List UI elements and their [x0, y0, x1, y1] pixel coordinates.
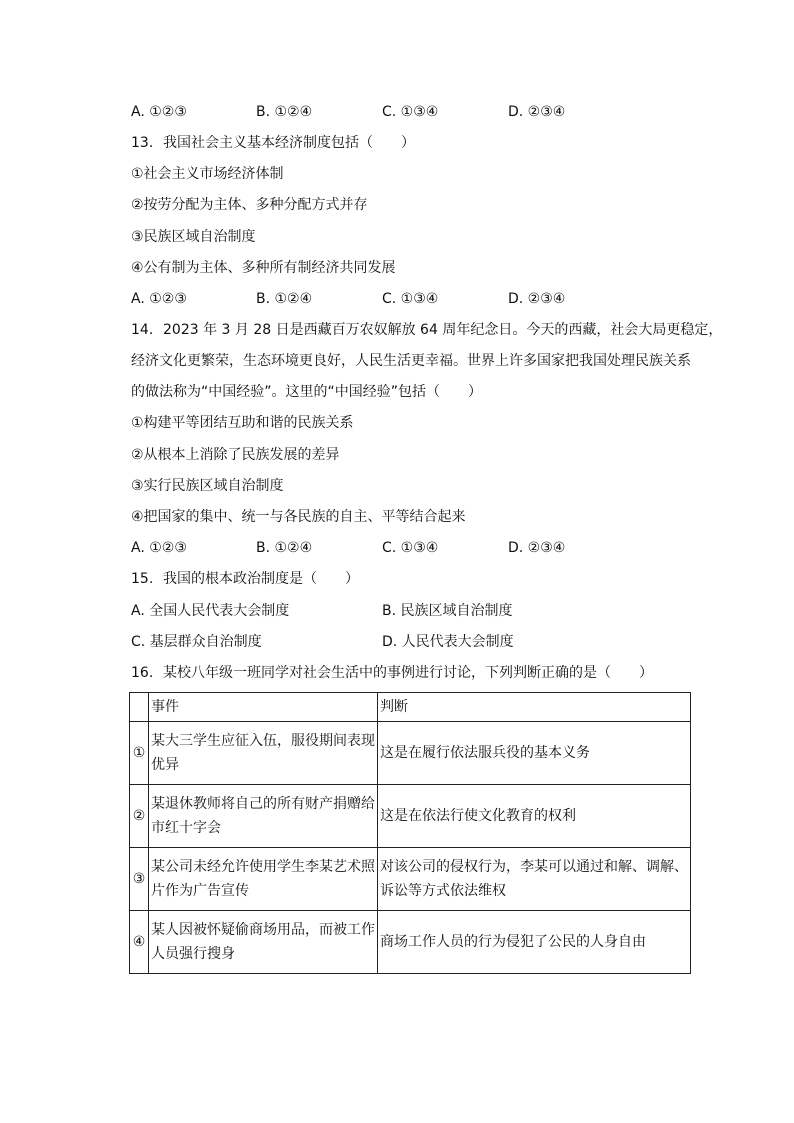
row-judgment	[378, 785, 691, 848]
q14-option-a[interactable]: A. ①②③	[131, 540, 187, 556]
q14-stem-line-2: 经济文化更繁荣，生态环境更良好，人民生活更幸福。世界上许多国家把我国处理民族关系	[131, 353, 691, 369]
q15-stem	[131, 569, 359, 589]
q14-stem-text-1: 2023 年 3 月 28 日是西藏百万农奴解放 64 周年纪念日。今天的西藏，社会大局更稳定，	[163, 322, 723, 338]
row-event-line: 某公司未经允许使用学生李某艺术照	[151, 859, 375, 875]
q13-stem-text: 我国社会主义基本经济制度包括（ ）	[163, 135, 415, 151]
row-index: ③	[130, 848, 149, 911]
row-event-line: 某大三学生应征入伍，服役期间表现	[151, 733, 375, 749]
row-judgment	[378, 848, 691, 911]
q16-number: 16.	[131, 665, 154, 681]
row-judgment	[378, 911, 691, 974]
q12-options	[131, 102, 731, 122]
table-row	[130, 911, 691, 974]
row-judgment	[378, 722, 691, 785]
table-header-event: 事件	[149, 693, 378, 722]
q13-item-1: ①社会主义市场经济体制	[131, 166, 284, 182]
table-header-judgment: 判断	[378, 693, 691, 722]
q14-option-d[interactable]: D. ②③④	[508, 540, 566, 556]
q13-option-a[interactable]: A. ①②③	[131, 291, 187, 307]
q16-table	[129, 692, 691, 974]
q14-item-1: ①构建平等团结互助和谐的民族关系	[131, 415, 354, 431]
row-judgment-line: 这是在履行依法服兵役的基本义务	[380, 745, 590, 761]
table-row	[130, 722, 691, 785]
q16-stem	[131, 663, 653, 683]
q15-option-c[interactable]: C. 基层群众自治制度	[131, 634, 262, 650]
q12-option-d[interactable]: D. ②③④	[508, 104, 566, 120]
row-event-line: 优异	[151, 757, 179, 773]
q14-number: 14.	[131, 322, 154, 338]
q13-item-4: ④公有制为主体、多种所有制经济共同发展	[131, 260, 396, 276]
q13-option-d[interactable]: D. ②③④	[508, 291, 566, 307]
q15-option-b[interactable]: B. 民族区域自治制度	[382, 603, 513, 619]
q14-options	[131, 538, 731, 558]
q15-options-row-2	[131, 632, 731, 652]
row-event-line: 市红十字会	[151, 820, 221, 836]
q12-option-b[interactable]: B. ①②④	[256, 104, 313, 120]
q13-option-c[interactable]: C. ①③④	[382, 291, 439, 307]
q14-item-2: ②从根本上消除了民族发展的差异	[131, 447, 340, 463]
q14-stem-line-1	[131, 320, 722, 340]
q15-stem-text: 我国的根本政治制度是（ ）	[163, 571, 359, 587]
q13-stem	[131, 133, 415, 153]
table-row	[130, 785, 691, 848]
q13-item-2: ②按劳分配为主体、多种分配方式并存	[131, 197, 368, 213]
q15-options-row-1	[131, 601, 731, 621]
q15-option-d[interactable]: D. 人民代表大会制度	[382, 634, 514, 650]
q13-option-b[interactable]: B. ①②④	[256, 291, 313, 307]
row-judgment-line: 诉讼等方式依法维权	[380, 883, 506, 899]
row-event-line: 片作为广告宣传	[151, 883, 249, 899]
q12-option-c[interactable]: C. ①③④	[382, 104, 439, 120]
q14-option-c[interactable]: C. ①③④	[382, 540, 439, 556]
row-event-line: 某退休教师将自己的所有财产捐赠给	[151, 796, 375, 812]
row-event	[149, 722, 378, 785]
q13-number: 13.	[131, 135, 154, 151]
table-header-index	[130, 693, 149, 722]
row-event	[149, 848, 378, 911]
q14-option-b[interactable]: B. ①②④	[256, 540, 313, 556]
row-event	[149, 911, 378, 974]
row-index: ④	[130, 911, 149, 974]
row-index: ①	[130, 722, 149, 785]
row-judgment-line: 对该公司的侵权行为，李某可以通过和解、调解、	[380, 859, 688, 875]
table-row	[130, 848, 691, 911]
q16-stem-text: 某校八年级一班同学对社会生活中的事例进行讨论，下列判断正确的是（ ）	[163, 665, 653, 681]
q14-item-3: ③实行民族区域自治制度	[131, 478, 284, 494]
q15-number: 15.	[131, 571, 154, 587]
q14-stem-line-3: 的做法称为“中国经验”。这里的“中国经验”包括（ ）	[131, 384, 483, 400]
q15-option-a[interactable]: A. 全国人民代表大会制度	[131, 603, 290, 619]
row-judgment-line: 这是在依法行使文化教育的权利	[380, 808, 576, 824]
row-event	[149, 785, 378, 848]
row-judgment-line: 商场工作人员的行为侵犯了公民的人身自由	[380, 934, 646, 950]
row-event-line: 某人因被怀疑偷商场用品，而被工作	[151, 922, 375, 938]
q13-item-3: ③民族区域自治制度	[131, 229, 256, 245]
table-header-row	[130, 693, 691, 722]
q13-options	[131, 289, 731, 309]
q12-option-a[interactable]: A. ①②③	[131, 104, 187, 120]
row-index: ②	[130, 785, 149, 848]
q14-item-4: ④把国家的集中、统一与各民族的自主、平等结合起来	[131, 509, 466, 525]
row-event-line: 人员强行搜身	[151, 946, 235, 962]
